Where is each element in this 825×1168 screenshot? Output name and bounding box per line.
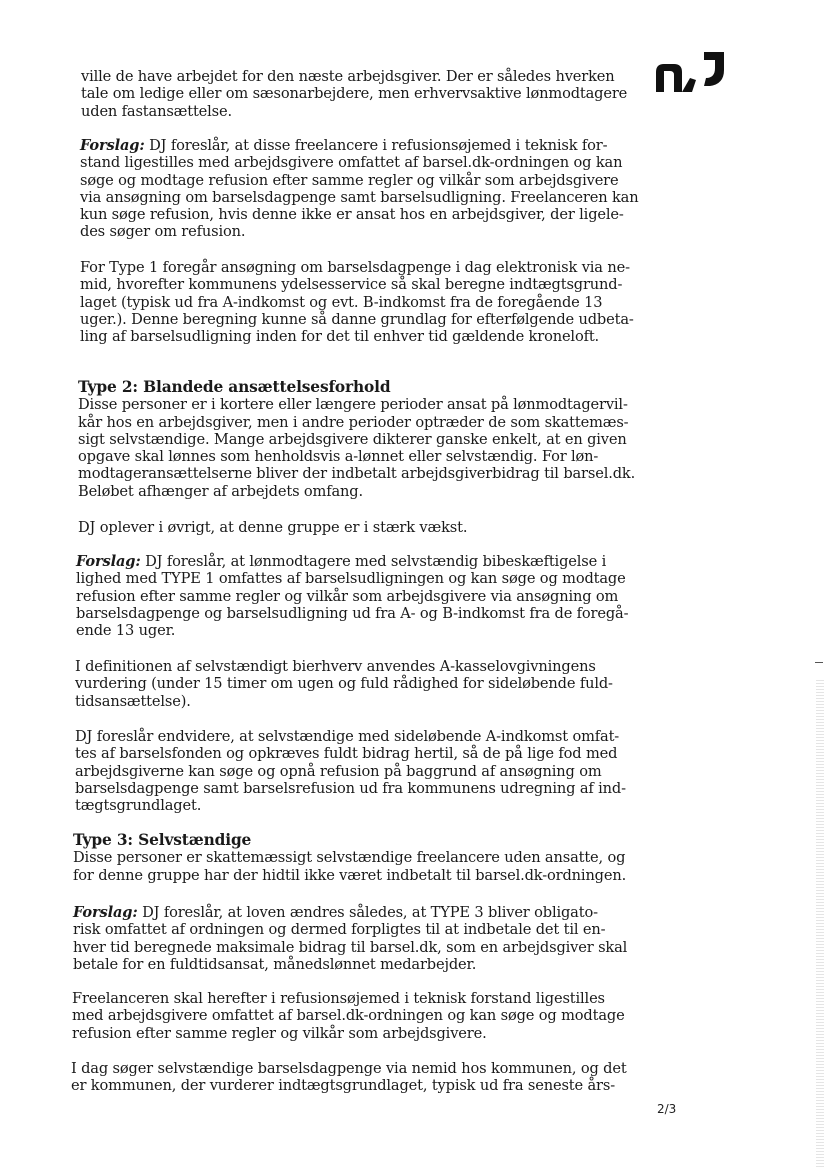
text-line: kår hos en arbejdsgiver, men i andre perioder optræder de som skattemæs- <box>78 413 629 431</box>
text-line: ende 13 uger. <box>76 622 176 640</box>
text-line: stand ligestilles med arbejdsgivere omfattet af barsel.dk-ordningen og kan <box>80 154 623 172</box>
text-line: Freelanceren skal herefter i refusionsøjemed i teknisk forstand ligestilles <box>72 990 605 1007</box>
scan-margin-mark <box>815 662 823 663</box>
text-line: barselsdagpenge samt barselsrefusion ud fra kommunens udregning af ind- <box>75 779 626 797</box>
text-line: ville de have arbejdet for den næste arbejdsgiver. Der er således hverken <box>81 68 615 85</box>
text-line: arbejdsgiverne kan søge og opnå refusion på baggrund af ansøgning om <box>75 762 602 780</box>
text-line: laget (typisk ud fra A-indkomst og evt. B-indkomst fra de foregående 13 <box>80 293 603 311</box>
paragraph-proposal-type1 <box>80 137 638 241</box>
text-line: Disse personer er skattemæssigt selvstændige freelancere uden ansatte, og <box>73 849 626 867</box>
proposal-label: Forslag: <box>73 904 138 921</box>
proposal-label: Forslag: <box>76 553 141 570</box>
text-line: DJ foreslår, at disse freelancere i refusionsøjemed i teknisk for- <box>144 137 608 154</box>
paragraph-current-practice <box>71 1060 627 1095</box>
text-line: Beløbet afhænger af arbejdets omfang. <box>78 482 363 500</box>
text-line: kun søge refusion, hvis denne ikke er ansat hos en arbejdsgiver, der ligele- <box>80 206 624 224</box>
text-line: DJ foreslår, at loven ændres således, at TYPE 3 bliver obligato- <box>137 904 598 921</box>
paragraph-proposal-type3 <box>73 904 627 973</box>
text-line: sigt selvstændige. Mange arbejdsgivere dikterer ganske enkelt, at en given <box>78 430 627 448</box>
text-line: med arbejdsgivere omfattet af barsel.dk-ordningen og kan søge og modtage <box>72 1007 625 1025</box>
paragraph-growth <box>78 519 467 536</box>
text-line: refusion efter samme regler og vilkår som arbejdsgivere via ansøgning om <box>76 587 619 605</box>
text-line: opgave skal lønnes som henholdsvis a-lønnet eller selvstændig. For løn- <box>78 448 599 466</box>
section-type2 <box>78 379 635 500</box>
text-line: for denne gruppe har der hidtil ikke været indbetalt til barsel.dk-ordningen. <box>73 866 627 884</box>
text-line: lighed med TYPE 1 omfattes af barselsudligningen og kan søge og modtage <box>76 570 626 588</box>
text-line: DJ oplever i øvrigt, at denne gruppe er i stærk vækst. <box>78 519 468 536</box>
text-line: I definitionen af selvstændigt bierhverv anvendes A-kasselovgivningens <box>75 658 596 675</box>
text-line: søge og modtage refusion efter samme regler og vilkår som arbejdsgivere <box>80 171 619 189</box>
text-line: risk omfattet af ordningen og dermed forpligtes til at indbetale det til en- <box>73 921 606 939</box>
text-line: DJ foreslår, at lønmodtagere med selvstændig bibeskæftigelse i <box>140 553 607 570</box>
text-line: vurdering (under 15 timer om ugen og fuld rådighed for sideløbende fuld- <box>75 675 613 693</box>
paragraph-proposal-type2 <box>76 553 628 639</box>
paragraph-definition <box>75 658 613 710</box>
proposal-label: Forslag: <box>80 137 145 154</box>
text-line: er kommunen, der vurderer indtægtsgrundlaget, typisk ud fra seneste års- <box>71 1077 615 1095</box>
text-line: tes af barselsfonden og opkræves fuldt bidrag hertil, så de på lige fod med <box>75 745 618 763</box>
text-line: uger.). Denne beregning kunne så danne grundlag for efterfølgende udbeta- <box>80 310 634 328</box>
text-line: barselsdagpenge og barselsudligning ud fra A- og B-indkomst fra de foregå- <box>76 604 629 622</box>
dj-logo <box>652 48 728 94</box>
text-line: des søger om refusion. <box>80 223 246 241</box>
text-line: mid, hvorefter kommunens ydelsesservice så skal beregne indtægtsgrund- <box>80 276 623 294</box>
text-line: refusion efter samme regler og vilkår som arbejdsgivere. <box>72 1024 487 1042</box>
text-line: For Type 1 foregår ansøgning om barselsdagpenge i dag elektronisk via ne- <box>80 259 630 276</box>
section-type3 <box>73 832 626 884</box>
text-line: hver tid beregnede maksimale bidrag til barsel.dk, som en arbejdsgiver skal <box>73 938 628 956</box>
text-line: tale om ledige eller om sæsonarbejdere, men erhvervsaktive lønmodtagere <box>81 85 628 103</box>
paragraph-side-income <box>75 728 626 814</box>
paragraph-type1-application <box>80 259 634 345</box>
paragraph-freelancer-refund <box>72 990 625 1042</box>
text-line: Disse personer er i kortere eller længere perioder ansat på lønmodtagervil- <box>78 396 628 414</box>
text-line: ling af barselsudligning inden for det til enhver tid gældende kroneloft. <box>80 328 600 346</box>
text-line: modtageransættelserne bliver der indbetalt arbejdsgiverbidrag til barsel.dk. <box>78 465 636 483</box>
section-heading: Type 3: Selvstændige <box>73 831 252 849</box>
text-line: betale for en fuldtidsansat, månedslønnet medarbejder. <box>73 955 477 973</box>
scan-edge-artifact <box>816 680 824 1168</box>
text-line: DJ foreslår endvidere, at selvstændige med sideløbende A-indkomst omfat- <box>75 728 620 745</box>
text-line: tidsansættelse). <box>75 692 191 710</box>
text-line: tægtsgrundlaget. <box>75 797 202 815</box>
text-line: I dag søger selvstændige barselsdagpenge via nemid hos kommunen, og det <box>71 1060 627 1077</box>
page-number: 2/3 <box>657 1102 677 1116</box>
text-line: uden fastansættelse. <box>81 102 232 120</box>
section-heading: Type 2: Blandede ansættelsesforhold <box>78 378 391 396</box>
paragraph-intro <box>81 68 627 120</box>
text-line: via ansøgning om barselsdagpenge samt barselsudligning. Freelanceren kan <box>80 188 639 206</box>
